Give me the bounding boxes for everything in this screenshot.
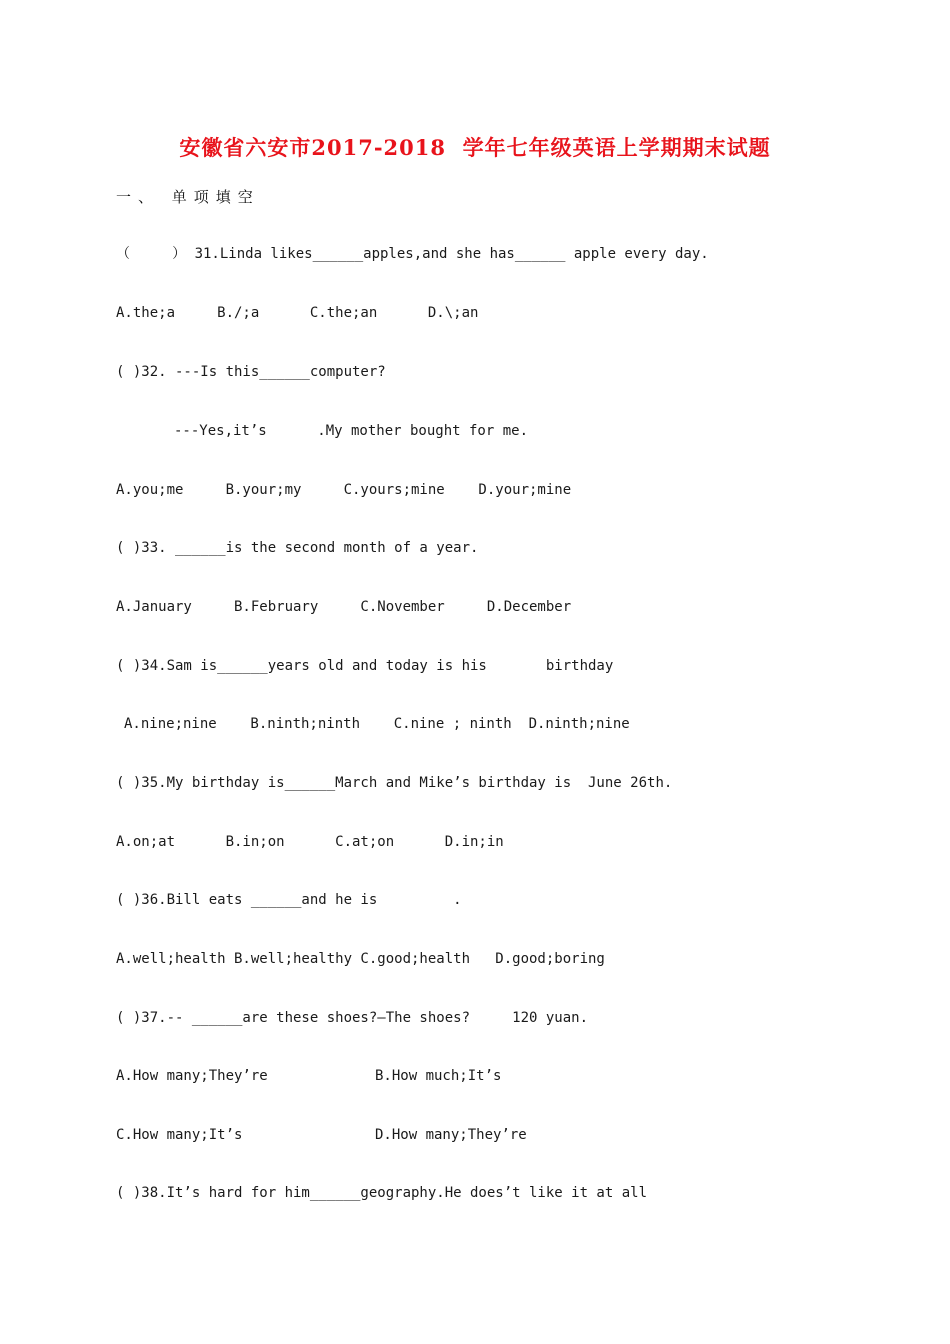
question-36: ( )36.Bill eats ______and he is .	[116, 892, 462, 908]
question-35: ( )35.My birthday is______March and Mike’s birthday is June 26th.	[116, 775, 673, 791]
question-37-option-b: B.How much;It’s	[375, 1068, 502, 1084]
question-35-options: A.on;at B.in;on C.at;on D.in;in	[116, 834, 504, 850]
question-38: ( )38.It’s hard for him______geography.He does’t like it at all	[116, 1185, 648, 1201]
question-34: ( )34.Sam is______years old and today is his birthday	[116, 658, 614, 674]
question-37-option-a: A.How many;They’re	[116, 1068, 268, 1084]
question-32-options: A.you;me B.your;my C.yours;mine D.your;mine	[116, 482, 572, 498]
question-33-options: A.January B.February C.November D.December	[116, 599, 572, 615]
question-34-options: A.nine;nine B.ninth;ninth C.nine ; ninth D.ninth;nine	[124, 716, 630, 732]
question-37-option-c: C.How many;It’s	[116, 1127, 243, 1143]
document-title: 安徽省六安市2017-2018 学年七年级英语上学期期末试题	[179, 135, 771, 160]
question-31: （ ） 31.Linda likes______apples,and she has______ apple every day.	[116, 246, 709, 262]
question-33: ( )33. ______is the second month of a year.	[116, 540, 479, 556]
section-heading: 一、 单项填空	[116, 188, 260, 206]
question-32: ( )32. ---Is this______computer?	[116, 364, 386, 380]
question-37-option-d: D.How many;They’re	[375, 1127, 527, 1143]
question-32-reply: ---Yes,it’s .My mother bought for me.	[174, 423, 529, 439]
question-37: ( )37.-- ______are these shoes?—The shoes? 120 yuan.	[116, 1010, 589, 1026]
question-31-options: A.the;a B./;a C.the;an D.\;an	[116, 305, 479, 321]
question-36-options: A.well;health B.well;healthy C.good;health D.good;boring	[116, 951, 605, 967]
